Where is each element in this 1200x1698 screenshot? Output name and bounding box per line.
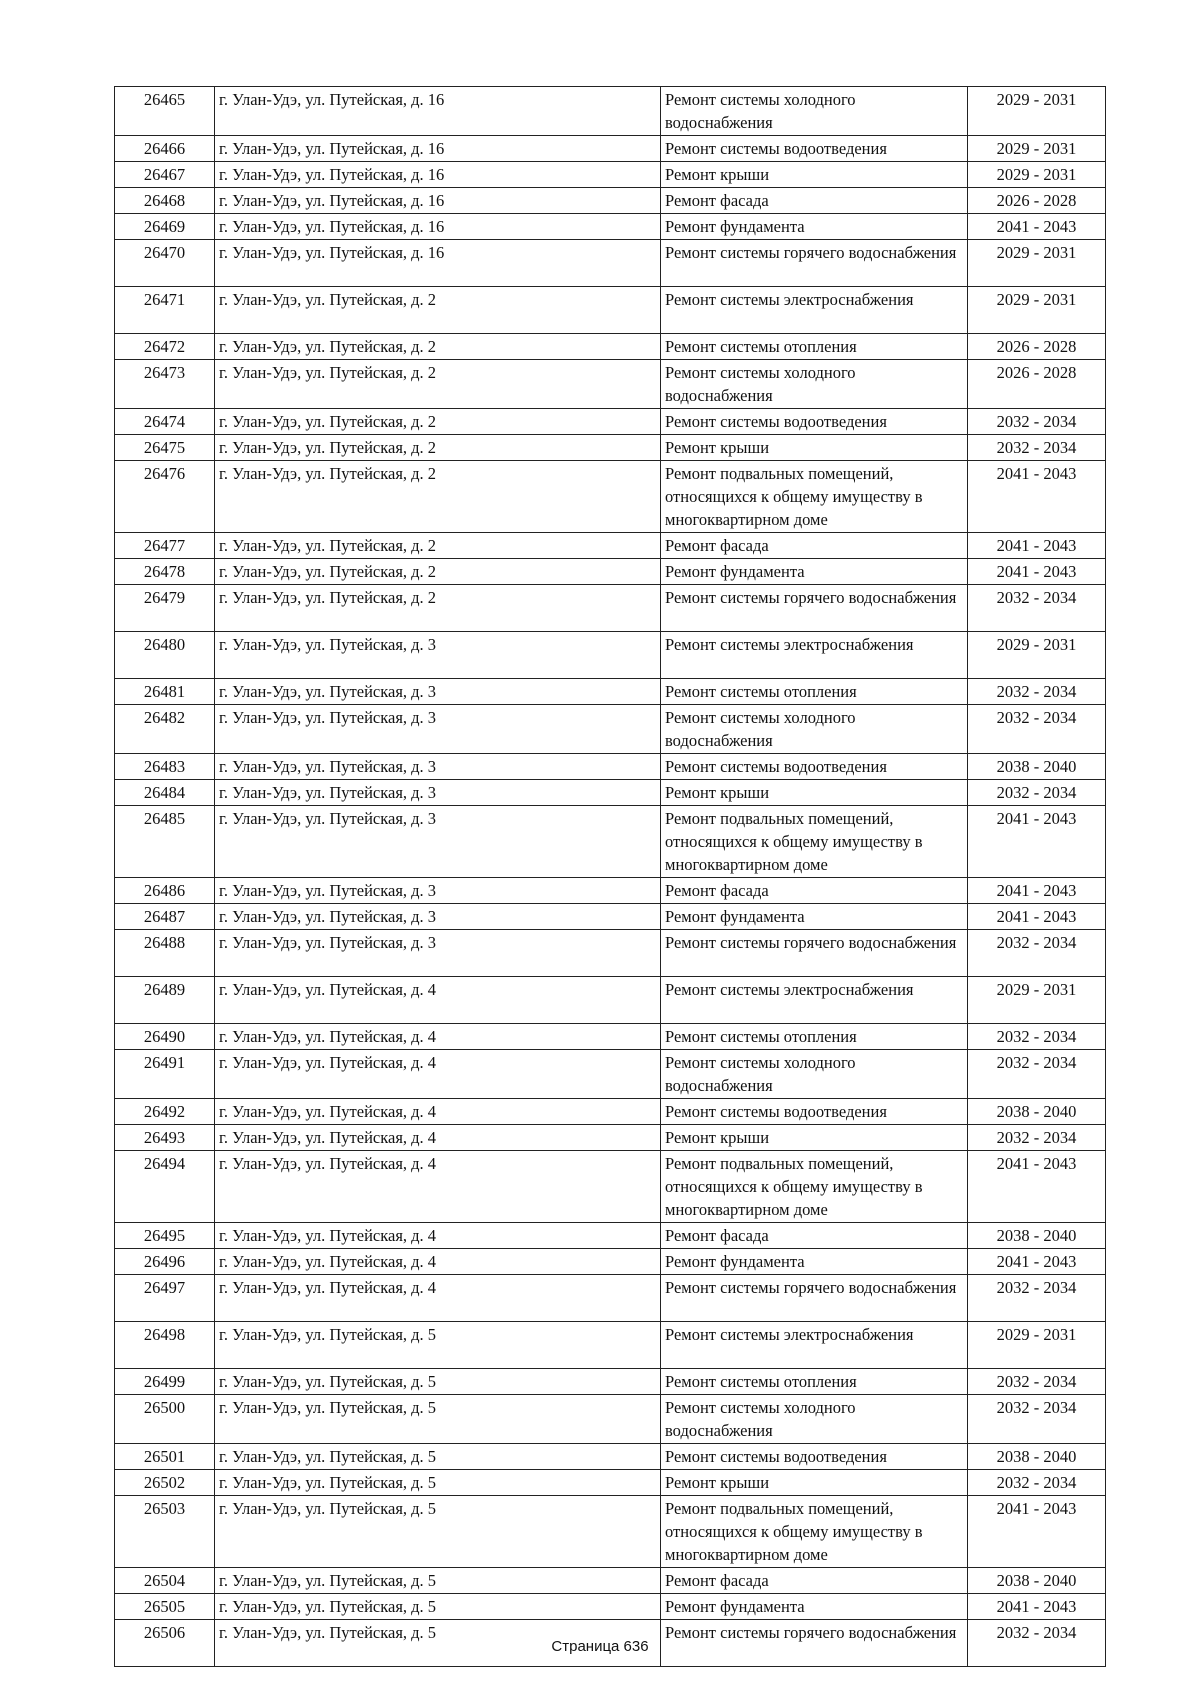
row-number-cell: 26473 — [115, 360, 215, 409]
period-cell: 2038 - 2040 — [968, 754, 1106, 780]
row-number-cell: 26488 — [115, 930, 215, 977]
work-type-cell: Ремонт фасада — [661, 1568, 968, 1594]
address-cell: г. Улан-Удэ, ул. Путейская, д. 2 — [215, 585, 661, 632]
table-row — [115, 1395, 1106, 1444]
work-type-cell: Ремонт фасада — [661, 1223, 968, 1249]
address-cell: г. Улан-Удэ, ул. Путейская, д. 4 — [215, 1125, 661, 1151]
work-type-cell: Ремонт крыши — [661, 162, 968, 188]
table-row — [115, 1444, 1106, 1470]
row-number-cell: 26478 — [115, 559, 215, 585]
address-cell: г. Улан-Удэ, ул. Путейская, д. 2 — [215, 533, 661, 559]
address-cell: г. Улан-Удэ, ул. Путейская, д. 3 — [215, 679, 661, 705]
address-cell: г. Улан-Удэ, ул. Путейская, д. 4 — [215, 1151, 661, 1223]
row-number-cell: 26467 — [115, 162, 215, 188]
row-number-cell: 26465 — [115, 87, 215, 136]
table-row — [115, 1024, 1106, 1050]
period-cell: 2032 - 2034 — [968, 435, 1106, 461]
table-row — [115, 409, 1106, 435]
work-type-cell: Ремонт системы отопления — [661, 1024, 968, 1050]
period-cell: 2041 - 2043 — [968, 214, 1106, 240]
work-type-cell: Ремонт системы электроснабжения — [661, 287, 968, 334]
table-row — [115, 632, 1106, 679]
address-cell: г. Улан-Удэ, ул. Путейская, д. 4 — [215, 1099, 661, 1125]
period-cell: 2032 - 2034 — [968, 1369, 1106, 1395]
row-number-cell: 26485 — [115, 806, 215, 878]
row-number-cell: 26490 — [115, 1024, 215, 1050]
table-row — [115, 1369, 1106, 1395]
period-cell: 2041 - 2043 — [968, 1594, 1106, 1620]
row-number-cell: 26475 — [115, 435, 215, 461]
work-type-cell: Ремонт подвальных помещений, относящихся к общему имуществу в многоквартирном доме — [661, 461, 968, 533]
address-cell: г. Улан-Удэ, ул. Путейская, д. 4 — [215, 977, 661, 1024]
work-type-cell: Ремонт системы отопления — [661, 334, 968, 360]
table-row — [115, 679, 1106, 705]
table-row — [115, 1322, 1106, 1369]
period-cell: 2041 - 2043 — [968, 461, 1106, 533]
period-cell: 2029 - 2031 — [968, 240, 1106, 287]
address-cell: г. Улан-Удэ, ул. Путейская, д. 3 — [215, 878, 661, 904]
table-row — [115, 1470, 1106, 1496]
table-row — [115, 162, 1106, 188]
table-row — [115, 334, 1106, 360]
row-number-cell: 26489 — [115, 977, 215, 1024]
work-type-cell: Ремонт системы горячего водоснабжения — [661, 585, 968, 632]
address-cell: г. Улан-Удэ, ул. Путейская, д. 4 — [215, 1249, 661, 1275]
address-cell: г. Улан-Удэ, ул. Путейская, д. 2 — [215, 435, 661, 461]
table-row — [115, 1099, 1106, 1125]
table-row — [115, 878, 1106, 904]
table-row — [115, 930, 1106, 977]
period-cell: 2041 - 2043 — [968, 559, 1106, 585]
address-cell: г. Улан-Удэ, ул. Путейская, д. 16 — [215, 162, 661, 188]
address-cell: г. Улан-Удэ, ул. Путейская, д. 4 — [215, 1275, 661, 1322]
work-type-cell: Ремонт системы холодного водоснабжения — [661, 87, 968, 136]
table-row — [115, 1223, 1106, 1249]
row-number-cell: 26494 — [115, 1151, 215, 1223]
table-row — [115, 136, 1106, 162]
period-cell: 2032 - 2034 — [968, 1275, 1106, 1322]
work-type-cell: Ремонт системы отопления — [661, 679, 968, 705]
period-cell: 2032 - 2034 — [968, 930, 1106, 977]
work-type-cell: Ремонт системы холодного водоснабжения — [661, 1050, 968, 1099]
table-row — [115, 705, 1106, 754]
address-cell: г. Улан-Удэ, ул. Путейская, д. 4 — [215, 1223, 661, 1249]
period-cell: 2029 - 2031 — [968, 136, 1106, 162]
table-row — [115, 754, 1106, 780]
address-cell: г. Улан-Удэ, ул. Путейская, д. 5 — [215, 1470, 661, 1496]
row-number-cell: 26495 — [115, 1223, 215, 1249]
address-cell: г. Улан-Удэ, ул. Путейская, д. 2 — [215, 360, 661, 409]
address-cell: г. Улан-Удэ, ул. Путейская, д. 5 — [215, 1568, 661, 1594]
address-cell: г. Улан-Удэ, ул. Путейская, д. 16 — [215, 240, 661, 287]
period-cell: 2032 - 2034 — [968, 1050, 1106, 1099]
period-cell: 2041 - 2043 — [968, 533, 1106, 559]
period-cell: 2029 - 2031 — [968, 632, 1106, 679]
work-type-cell: Ремонт крыши — [661, 435, 968, 461]
period-cell: 2029 - 2031 — [968, 87, 1106, 136]
period-cell: 2041 - 2043 — [968, 904, 1106, 930]
work-type-cell: Ремонт подвальных помещений, относящихся к общему имуществу в многоквартирном доме — [661, 1151, 968, 1223]
period-cell: 2041 - 2043 — [968, 806, 1106, 878]
table-row — [115, 904, 1106, 930]
row-number-cell: 26486 — [115, 878, 215, 904]
row-number-cell: 26477 — [115, 533, 215, 559]
table-row — [115, 1050, 1106, 1099]
work-type-cell: Ремонт системы холодного водоснабжения — [661, 1395, 968, 1444]
table-row — [115, 1275, 1106, 1322]
table-body — [115, 87, 1106, 1667]
table-row — [115, 214, 1106, 240]
table-row — [115, 559, 1106, 585]
table-row — [115, 806, 1106, 878]
table-row — [115, 1568, 1106, 1594]
period-cell: 2041 - 2043 — [968, 1249, 1106, 1275]
work-type-cell: Ремонт подвальных помещений, относящихся к общему имуществу в многоквартирном доме — [661, 806, 968, 878]
work-type-cell: Ремонт подвальных помещений, относящихся к общему имуществу в многоквартирном доме — [661, 1496, 968, 1568]
row-number-cell: 26470 — [115, 240, 215, 287]
address-cell: г. Улан-Удэ, ул. Путейская, д. 2 — [215, 559, 661, 585]
repair-schedule-table — [114, 86, 1106, 1667]
work-type-cell: Ремонт системы электроснабжения — [661, 1322, 968, 1369]
row-number-cell: 26487 — [115, 904, 215, 930]
document-page — [114, 86, 1105, 1667]
work-type-cell: Ремонт фундамента — [661, 904, 968, 930]
period-cell: 2038 - 2040 — [968, 1444, 1106, 1470]
period-cell: 2032 - 2034 — [968, 1024, 1106, 1050]
work-type-cell: Ремонт фундамента — [661, 559, 968, 585]
row-number-cell: 26497 — [115, 1275, 215, 1322]
row-number-cell: 26479 — [115, 585, 215, 632]
work-type-cell: Ремонт фасада — [661, 188, 968, 214]
page-number: Страница 636 — [551, 1638, 649, 1655]
row-number-cell: 26506 — [115, 1620, 215, 1667]
work-type-cell: Ремонт фундамента — [661, 214, 968, 240]
row-number-cell: 26466 — [115, 136, 215, 162]
work-type-cell: Ремонт крыши — [661, 1125, 968, 1151]
address-cell: г. Улан-Удэ, ул. Путейская, д. 5 — [215, 1594, 661, 1620]
address-cell: г. Улан-Удэ, ул. Путейская, д. 16 — [215, 87, 661, 136]
work-type-cell: Ремонт системы горячего водоснабжения — [661, 1620, 968, 1667]
period-cell: 2029 - 2031 — [968, 1322, 1106, 1369]
work-type-cell: Ремонт фасада — [661, 878, 968, 904]
work-type-cell: Ремонт системы отопления — [661, 1369, 968, 1395]
table-row — [115, 1594, 1106, 1620]
row-number-cell: 26482 — [115, 705, 215, 754]
address-cell: г. Улан-Удэ, ул. Путейская, д. 5 — [215, 1620, 661, 1667]
row-number-cell: 26471 — [115, 287, 215, 334]
address-cell: г. Улан-Удэ, ул. Путейская, д. 2 — [215, 409, 661, 435]
address-cell: г. Улан-Удэ, ул. Путейская, д. 4 — [215, 1050, 661, 1099]
table-row — [115, 1125, 1106, 1151]
work-type-cell: Ремонт системы холодного водоснабжения — [661, 360, 968, 409]
address-cell: г. Улан-Удэ, ул. Путейская, д. 3 — [215, 780, 661, 806]
address-cell: г. Улан-Удэ, ул. Путейская, д. 3 — [215, 904, 661, 930]
row-number-cell: 26502 — [115, 1470, 215, 1496]
work-type-cell: Ремонт системы горячего водоснабжения — [661, 240, 968, 287]
row-number-cell: 26498 — [115, 1322, 215, 1369]
work-type-cell: Ремонт системы водоотведения — [661, 754, 968, 780]
address-cell: г. Улан-Удэ, ул. Путейская, д. 2 — [215, 461, 661, 533]
row-number-cell: 26469 — [115, 214, 215, 240]
row-number-cell: 26468 — [115, 188, 215, 214]
address-cell: г. Улан-Удэ, ул. Путейская, д. 3 — [215, 930, 661, 977]
period-cell: 2029 - 2031 — [968, 287, 1106, 334]
address-cell: г. Улан-Удэ, ул. Путейская, д. 16 — [215, 136, 661, 162]
work-type-cell: Ремонт системы электроснабжения — [661, 632, 968, 679]
table-row — [115, 287, 1106, 334]
address-cell: г. Улан-Удэ, ул. Путейская, д. 3 — [215, 806, 661, 878]
work-type-cell: Ремонт системы горячего водоснабжения — [661, 1275, 968, 1322]
table-row — [115, 188, 1106, 214]
work-type-cell: Ремонт системы водоотведения — [661, 136, 968, 162]
period-cell: 2038 - 2040 — [968, 1223, 1106, 1249]
work-type-cell: Ремонт системы холодного водоснабжения — [661, 705, 968, 754]
row-number-cell: 26504 — [115, 1568, 215, 1594]
period-cell: 2026 - 2028 — [968, 188, 1106, 214]
table-row — [115, 780, 1106, 806]
period-cell: 2041 - 2043 — [968, 878, 1106, 904]
table-row — [115, 1249, 1106, 1275]
address-cell: г. Улан-Удэ, ул. Путейская, д. 5 — [215, 1444, 661, 1470]
table-row — [115, 1151, 1106, 1223]
table-row — [115, 87, 1106, 136]
table-row — [115, 533, 1106, 559]
period-cell: 2032 - 2034 — [968, 1620, 1106, 1667]
table-row — [115, 435, 1106, 461]
row-number-cell: 26474 — [115, 409, 215, 435]
row-number-cell: 26499 — [115, 1369, 215, 1395]
table-row — [115, 360, 1106, 409]
period-cell: 2032 - 2034 — [968, 1470, 1106, 1496]
address-cell: г. Улан-Удэ, ул. Путейская, д. 3 — [215, 632, 661, 679]
work-type-cell: Ремонт фундамента — [661, 1594, 968, 1620]
work-type-cell: Ремонт системы электроснабжения — [661, 977, 968, 1024]
address-cell: г. Улан-Удэ, ул. Путейская, д. 3 — [215, 754, 661, 780]
address-cell: г. Улан-Удэ, ул. Путейская, д. 2 — [215, 334, 661, 360]
address-cell: г. Улан-Удэ, ул. Путейская, д. 16 — [215, 188, 661, 214]
period-cell: 2029 - 2031 — [968, 162, 1106, 188]
work-type-cell: Ремонт крыши — [661, 780, 968, 806]
period-cell: 2032 - 2034 — [968, 705, 1106, 754]
period-cell: 2032 - 2034 — [968, 1395, 1106, 1444]
period-cell: 2038 - 2040 — [968, 1099, 1106, 1125]
table-row — [115, 1496, 1106, 1568]
period-cell: 2041 - 2043 — [968, 1151, 1106, 1223]
table-row — [115, 977, 1106, 1024]
period-cell: 2038 - 2040 — [968, 1568, 1106, 1594]
period-cell: 2026 - 2028 — [968, 334, 1106, 360]
period-cell: 2041 - 2043 — [968, 1496, 1106, 1568]
period-cell: 2029 - 2031 — [968, 977, 1106, 1024]
address-cell: г. Улан-Удэ, ул. Путейская, д. 16 — [215, 214, 661, 240]
row-number-cell: 26476 — [115, 461, 215, 533]
period-cell: 2032 - 2034 — [968, 1125, 1106, 1151]
row-number-cell: 26481 — [115, 679, 215, 705]
work-type-cell: Ремонт системы горячего водоснабжения — [661, 930, 968, 977]
period-cell: 2032 - 2034 — [968, 585, 1106, 632]
row-number-cell: 26480 — [115, 632, 215, 679]
work-type-cell: Ремонт фасада — [661, 533, 968, 559]
table-row — [115, 585, 1106, 632]
row-number-cell: 26483 — [115, 754, 215, 780]
table-row — [115, 240, 1106, 287]
row-number-cell: 26500 — [115, 1395, 215, 1444]
address-cell: г. Улан-Удэ, ул. Путейская, д. 5 — [215, 1369, 661, 1395]
address-cell: г. Улан-Удэ, ул. Путейская, д. 5 — [215, 1322, 661, 1369]
period-cell: 2026 - 2028 — [968, 360, 1106, 409]
row-number-cell: 26472 — [115, 334, 215, 360]
work-type-cell: Ремонт крыши — [661, 1470, 968, 1496]
period-cell: 2032 - 2034 — [968, 679, 1106, 705]
row-number-cell: 26503 — [115, 1496, 215, 1568]
row-number-cell: 26493 — [115, 1125, 215, 1151]
row-number-cell: 26505 — [115, 1594, 215, 1620]
work-type-cell: Ремонт системы водоотведения — [661, 409, 968, 435]
row-number-cell: 26496 — [115, 1249, 215, 1275]
address-cell: г. Улан-Удэ, ул. Путейская, д. 5 — [215, 1395, 661, 1444]
row-number-cell: 26491 — [115, 1050, 215, 1099]
table-row — [115, 461, 1106, 533]
period-cell: 2032 - 2034 — [968, 780, 1106, 806]
work-type-cell: Ремонт фундамента — [661, 1249, 968, 1275]
address-cell: г. Улан-Удэ, ул. Путейская, д. 2 — [215, 287, 661, 334]
work-type-cell: Ремонт системы водоотведения — [661, 1444, 968, 1470]
row-number-cell: 26484 — [115, 780, 215, 806]
address-cell: г. Улан-Удэ, ул. Путейская, д. 5 — [215, 1496, 661, 1568]
address-cell: г. Улан-Удэ, ул. Путейская, д. 3 — [215, 705, 661, 754]
address-cell: г. Улан-Удэ, ул. Путейская, д. 4 — [215, 1024, 661, 1050]
work-type-cell: Ремонт системы водоотведения — [661, 1099, 968, 1125]
row-number-cell: 26492 — [115, 1099, 215, 1125]
period-cell: 2032 - 2034 — [968, 409, 1106, 435]
row-number-cell: 26501 — [115, 1444, 215, 1470]
